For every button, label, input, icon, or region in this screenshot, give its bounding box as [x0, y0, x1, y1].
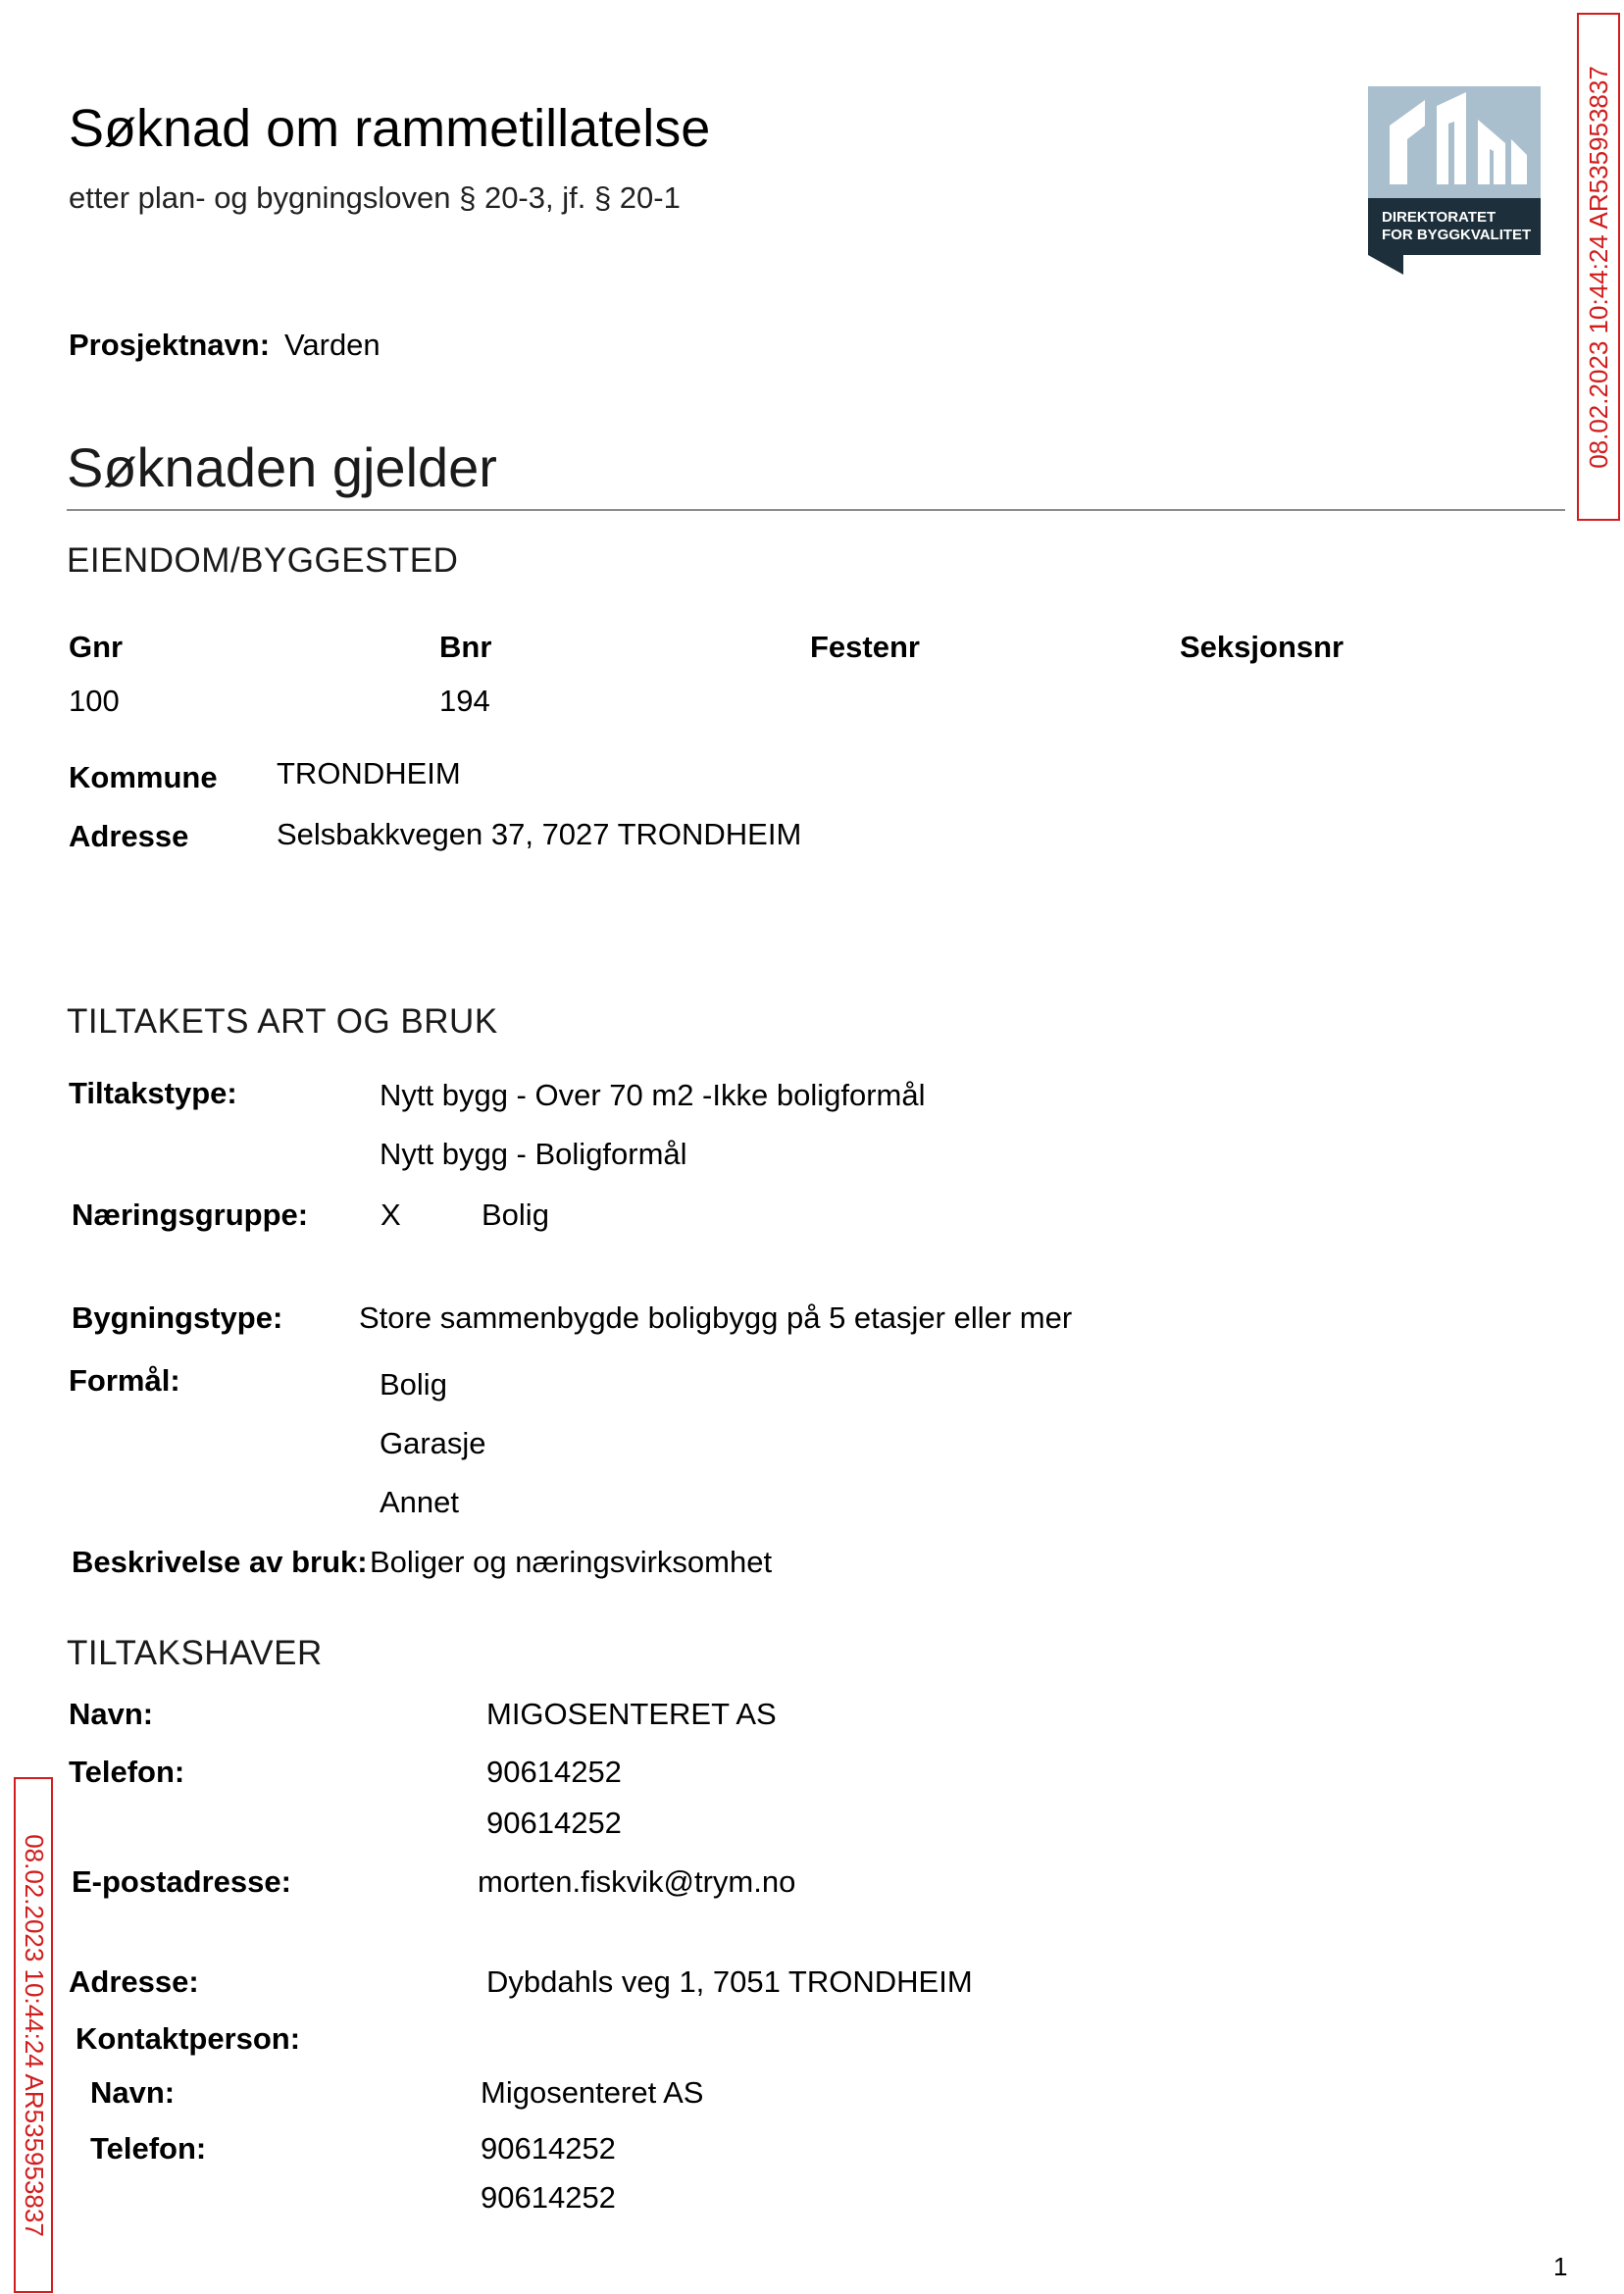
logo-text-line1: DIREKTORATET	[1382, 209, 1497, 226]
logo-graphic	[1368, 86, 1541, 275]
purpose-label: Formål:	[69, 1363, 180, 1398]
property-heading: EIENDOM/BYGGESTED	[67, 541, 459, 580]
gnr-header: Gnr	[69, 630, 124, 664]
industry-value: Bolig	[482, 1198, 549, 1232]
usage-value: Boliger og næringsvirksomhet	[370, 1545, 773, 1579]
owner-phone-2: 90614252	[486, 1806, 622, 1840]
municipality-label: Kommune	[69, 760, 218, 794]
page-number: 1	[1553, 2252, 1568, 2281]
contact-phone-2: 90614252	[481, 2180, 616, 2215]
owner-phone-1: 90614252	[486, 1755, 622, 1789]
usage-label: Beskrivelse av bruk:	[72, 1545, 368, 1579]
logo-text-line2: FOR BYGGKVALITET	[1382, 227, 1532, 243]
industry-code: X	[381, 1198, 401, 1232]
measure-type-2: Nytt bygg - Boligformål	[380, 1137, 687, 1171]
address-value: Selsbakkvegen 37, 7027 TRONDHEIM	[277, 817, 802, 851]
owner-address-label: Adresse:	[69, 1964, 199, 1999]
contact-name-value: Migosenteret AS	[481, 2075, 704, 2110]
festenr-header: Festenr	[810, 630, 920, 664]
purpose-2: Garasje	[380, 1426, 486, 1460]
owner-phone-label: Telefon:	[69, 1755, 185, 1789]
building-type-value: Store sammenbygde boligbygg på 5 etasjer eller mer	[359, 1300, 1073, 1335]
owner-address-value: Dybdahls veg 1, 7051 TRONDHEIM	[486, 1964, 973, 1999]
project-name-label: Prosjektnavn:	[69, 328, 271, 362]
project-name-value: Varden	[284, 328, 381, 362]
receipt-stamp-top-text: 08.02.2023 10:44:24 AR535953837	[1583, 65, 1613, 469]
receipt-stamp-bottom	[14, 1777, 53, 2293]
dibk-logo	[1368, 86, 1541, 275]
building-type-label: Bygningstype:	[72, 1300, 283, 1335]
section-title: Søknaden gjelder	[67, 436, 497, 498]
owner-email-value: morten.fiskvik@trym.no	[478, 1864, 796, 1899]
purpose-3: Annet	[380, 1485, 460, 1519]
measure-heading: TILTAKETS ART OG BRUK	[67, 1002, 498, 1041]
page-title: Søknad om rammetillatelse	[69, 99, 711, 158]
owner-name-label: Navn:	[69, 1697, 154, 1731]
address-label: Adresse	[69, 819, 189, 853]
bnr-header: Bnr	[439, 630, 492, 664]
receipt-stamp-bottom-text: 08.02.2023 10:44:24 AR535953837	[19, 1833, 49, 2237]
municipality-value: TRONDHEIM	[277, 756, 461, 790]
measure-type-label: Tiltakstype:	[69, 1076, 237, 1110]
measure-type-1: Nytt bygg - Over 70 m2 -Ikke boligformål	[380, 1078, 926, 1112]
section-divider	[67, 509, 1565, 511]
industry-label: Næringsgruppe:	[72, 1198, 309, 1232]
owner-email-label: E-postadresse:	[72, 1864, 291, 1899]
bnr-value: 194	[439, 684, 490, 718]
owner-name-value: MIGOSENTERET AS	[486, 1697, 777, 1731]
purpose-1: Bolig	[380, 1367, 447, 1402]
gnr-value: 100	[69, 684, 120, 718]
contact-phone-label: Telefon:	[90, 2131, 207, 2166]
owner-heading: TILTAKSHAVER	[67, 1634, 323, 1672]
contact-person-label: Kontaktperson:	[76, 2021, 301, 2056]
contact-name-label: Navn:	[90, 2075, 176, 2110]
contact-phone-1: 90614252	[481, 2131, 616, 2166]
page-subtitle: etter plan- og bygningsloven § 20-3, jf. § 20-1	[69, 180, 681, 215]
seksjonsnr-header: Seksjonsnr	[1180, 630, 1345, 664]
receipt-stamp-top	[1577, 13, 1620, 521]
